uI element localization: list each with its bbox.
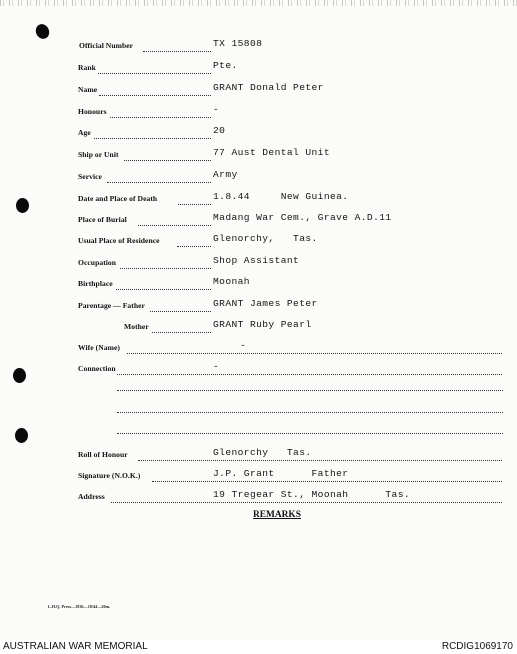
rank-row — [0, 60, 517, 76]
official-number-row — [0, 38, 517, 54]
father-row — [0, 298, 517, 314]
name-row — [0, 82, 517, 98]
connection-blank-line-3 — [117, 433, 503, 434]
roll-of-honour-value: Glenorchy Tas. — [213, 447, 312, 458]
scan-edge-noise — [0, 0, 517, 6]
birthplace-label: Birthplace — [78, 279, 113, 288]
dotted-leader — [138, 225, 211, 226]
archive-source-caption: AUSTRALIAN WAR MEMORIAL — [3, 641, 148, 652]
dotted-leader — [117, 374, 502, 375]
signature-value: J.P. Grant Father — [213, 468, 349, 479]
father-label: Parentage — Father — [78, 301, 145, 310]
name-value: GRANT Donald Peter — [213, 82, 324, 93]
dotted-leader — [143, 51, 211, 52]
dotted-leader — [124, 160, 211, 161]
death-row — [0, 191, 517, 207]
dotted-leader — [177, 246, 211, 247]
honours-label: Honours — [78, 107, 107, 116]
mother-label: Mother — [124, 322, 149, 331]
dotted-leader — [138, 460, 502, 461]
dotted-leader — [150, 311, 211, 312]
remarks-heading: REMARKS — [253, 510, 301, 520]
connection-blank-line-1 — [117, 390, 503, 391]
dotted-leader — [98, 73, 211, 74]
roll-of-honour-label: Roll of Honour — [78, 450, 128, 459]
dotted-leader — [107, 182, 211, 183]
signature-row — [0, 468, 517, 484]
occupation-value: Shop Assistant — [213, 255, 300, 266]
address-label: Address — [78, 492, 105, 501]
dotted-leader — [120, 268, 211, 269]
birthplace-value: Moonah — [213, 276, 250, 287]
roll-of-honour-row — [0, 447, 517, 463]
signature-label: Signature (N.O.K.) — [78, 471, 141, 480]
connection-row — [0, 361, 517, 377]
wife-row — [0, 340, 517, 356]
service-label: Service — [78, 172, 102, 181]
dotted-leader — [178, 204, 211, 205]
occupation-row — [0, 255, 517, 271]
age-row — [0, 125, 517, 141]
ship-or-unit-label: Ship or Unit — [78, 150, 119, 159]
age-label: Age — [78, 128, 91, 137]
dotted-leader — [152, 332, 211, 333]
dotted-leader — [99, 95, 211, 96]
father-value: GRANT James Peter — [213, 298, 318, 309]
connection-blank-line-2 — [117, 412, 503, 413]
dotted-leader — [127, 353, 502, 354]
burial-value: Madang War Cem., Grave A.D.11 — [213, 212, 392, 223]
punch-hole-bottom — [15, 428, 28, 443]
wife-value: - — [240, 340, 247, 351]
dotted-leader — [110, 117, 211, 118]
connection-value: - — [213, 361, 220, 372]
service-value: Army — [213, 169, 238, 180]
mother-row — [0, 319, 517, 335]
age-value: 20 — [213, 125, 226, 136]
dotted-leader — [116, 289, 211, 290]
ship-or-unit-value: 77 Aust Dental Unit — [213, 147, 330, 158]
official-number-value: TX 15808 — [213, 38, 263, 49]
ship-or-unit-row — [0, 147, 517, 163]
death-value: 1.8.44 New Guinea. — [213, 191, 349, 202]
address-value: 19 Tregear St., Moonah Tas. — [213, 489, 411, 500]
dotted-leader — [111, 502, 502, 503]
rank-value: Pte. — [213, 60, 238, 71]
printer-imprint: L.H.Q. Press—1836—10/44—20m. — [48, 604, 111, 609]
dotted-leader — [94, 138, 211, 139]
archive-id-caption: RCDIG1069170 — [441, 641, 513, 652]
burial-row — [0, 212, 517, 228]
occupation-label: Occupation — [78, 258, 117, 267]
honours-row — [0, 104, 517, 120]
service-row — [0, 169, 517, 185]
residence-label: Usual Place of Residence — [78, 236, 160, 245]
address-row — [0, 489, 517, 505]
connection-label: Connection — [78, 364, 116, 373]
death-label: Date and Place of Death — [78, 194, 158, 203]
honours-value: - — [213, 104, 220, 115]
dotted-leader — [152, 481, 502, 482]
official-number-label: Official Number — [79, 41, 134, 50]
burial-label: Place of Burial — [78, 215, 127, 224]
rank-label: Rank — [78, 63, 96, 72]
residence-value: Glenorchy, Tas. — [213, 233, 318, 244]
mother-value: GRANT Ruby Pearl — [213, 319, 312, 330]
name-label: Name — [78, 85, 98, 94]
birthplace-row — [0, 276, 517, 292]
residence-row — [0, 233, 517, 249]
wife-label: Wife (Name) — [78, 343, 120, 352]
